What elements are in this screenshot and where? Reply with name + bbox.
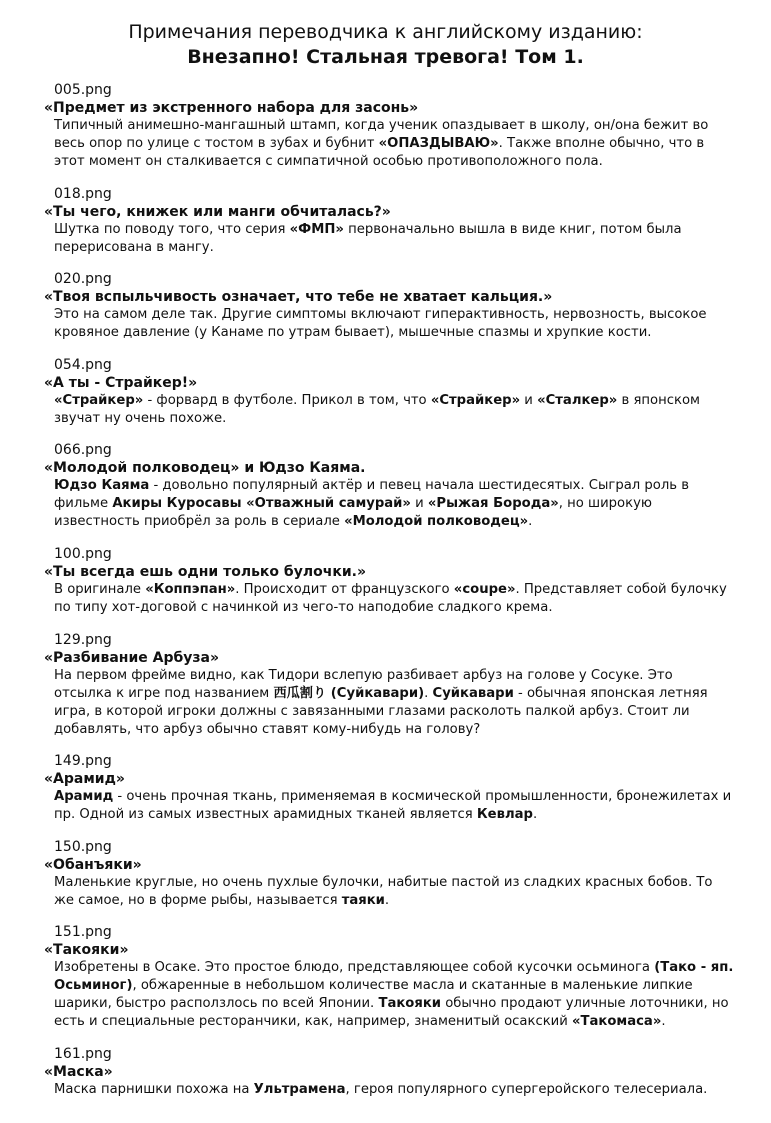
note-text: . Представляет собой булочку по типу хот-договой с начинкой из чего-то наподобие сладкого крема. [54,581,727,615]
note-body [44,1081,734,1099]
note-title: «Молодой полководец» и Юдзо Каяма. [44,460,366,477]
note-entry [44,839,734,910]
note-filename: 066.png [54,442,112,459]
note-title: «Ты чего, книжек или манги обчиталась?» [44,203,391,220]
note-emphasis: Суйкавари [432,685,514,701]
note-title: «Такояки» [44,942,129,959]
note-emphasis: «Молодой полководец» [344,514,529,530]
note-entry [44,271,734,342]
note-entry [44,753,734,824]
note-text: Это на самом деле так. Другие симптомы включают гиперактивность, нервозность, высокое кровяное давление (у Канаме по утрам бывает), мышечные спазмы и хрупкие кости. [54,307,707,341]
note-filename: 005.png [54,82,112,98]
note-body [44,581,734,617]
note-title: «А ты - Страйкер!» [44,374,198,391]
note-filename: 018.png [54,185,112,202]
note-emphasis: «Страйкер» [430,392,521,408]
note-emphasis: (Тако - яп. Осьминог) [54,960,734,994]
note-text: . Также вполне обычно, что в этот момент он сталкивается с симпатичной особью противоположного пола. [54,136,705,169]
note-text: . [661,1014,666,1030]
note-emphasis: 西瓜割り (Суйкавари) [273,685,425,701]
note-body [44,667,734,739]
note-text: . Происходит от французского [235,581,454,597]
note-emphasis: «coupe» [453,581,516,597]
note-entry [44,357,734,428]
note-filename: 149.png [54,753,112,770]
note-emphasis: «Такомаса» [572,1014,662,1030]
note-text: , но широкую известность приобрёл за роль в сериале [54,496,652,530]
note-text: Маска парнишки похожа на [54,1081,254,1097]
document-header [0,0,771,70]
note-text: Шутка по поводу того, что серия [54,221,290,237]
note-body [44,306,734,342]
note-text: , героя популярного супергеройского телесериала. [345,1081,708,1097]
note-filename: 054.png [54,356,112,373]
note-text: Типичный анимешно-мангашный штамп, когда ученик опаздывает в школу, он/она бежит во весь опор по улице с тостом в зубах и бубнит [54,118,709,151]
note-text: - очень прочная ткань, применяемая в космической промышленности, бронежилетах и пр. Одной из самых известных арамидных тканей является [54,789,732,823]
note-emphasis: «Коппэпан» [145,581,236,597]
note-entry [44,442,734,531]
note-title: «Твоя вспыльчивость означает, что тебе не хватает кальция.» [44,289,553,306]
note-text: - форвард в футболе. Прикол в том, что [143,392,431,408]
note-emphasis: «Сталкер» [537,392,618,408]
note-filename: 161.png [54,1045,112,1062]
note-text: . [384,892,390,908]
note-emphasis: Такояки [378,996,442,1012]
notes-list [44,82,734,1099]
header-subtitle: Примечания переводчика к английскому изданию: [128,21,643,43]
note-title: «Маска» [44,1063,113,1080]
note-emphasis: Кевлар [476,807,533,823]
note-text: . [424,685,433,701]
note-title: «Предмет из экстренного набора для засонь» [44,100,419,116]
note-filename: 151.png [54,924,112,941]
note-body [44,477,734,531]
note-filename: 150.png [54,838,112,855]
note-text: В оригинале [54,581,146,597]
note-entry [44,186,734,257]
note-text: Маленькие круглые, но очень пухлые булочки, набитые пастой из сладких красных бобов. То же самое, но в форме рыбы, называется [54,874,713,908]
header-title: Внезапно! Стальная тревога! Том 1. [187,46,584,68]
note-emphasis: «Рыжая Борода» [427,496,559,512]
note-entry [44,82,734,171]
note-text: Изобретены в Осаке. Это простое блюдо, представляющее собой кусочки осьминога [54,960,655,976]
note-emphasis: таяки [341,892,385,908]
note-text: , обжаренные в небольшом количестве масла и скатанные в маленькие липкие шарики, быстро расползлось по всей Японии. [54,978,693,1012]
note-text: и [520,392,538,408]
note-emphasis: Акиры Куросавы «Отважный самурай» [112,496,411,512]
note-text: обычно продают уличные лоточники, но есть и специальные ресторанчики, как, например, знаменитый осакский [54,996,729,1030]
note-text: . [532,807,538,823]
note-filename: 020.png [54,271,112,288]
note-title: «Арамид» [44,771,125,788]
note-entry [44,632,734,739]
note-text: На первом фрейме видно, как Тидори вслепую разбивает арбуз на голове у Сосуке. Это отсылка к игре под названием [54,667,673,701]
note-body [44,221,734,257]
note-emphasis: Арамид [54,789,114,805]
note-emphasis: «ОПАЗДЫВАЮ» [378,136,499,151]
note-title: «Обанъяки» [44,856,142,873]
note-body [44,959,734,1031]
note-text: первоначально вышла в виде книг, потом была перерисована в мангу. [54,221,682,255]
note-title: «Разбивание Арбуза» [44,649,220,666]
note-entry [44,924,734,1031]
note-body [44,874,734,910]
note-filename: 100.png [54,545,112,562]
note-text: в японском звучат ну очень похоже. [54,392,700,426]
note-emphasis: «Страйкер» [54,392,144,408]
note-text: . [528,514,533,530]
note-emphasis: «ФМП» [289,221,344,237]
note-entry [44,546,734,617]
note-text: - довольно популярный актёр и певец начала шестидесятых. Сыграл роль в фильме [54,478,690,512]
note-emphasis: Ультрамена [253,1081,346,1097]
note-filename: 129.png [54,631,112,648]
note-emphasis: Юдзо Каяма [54,478,150,494]
note-body [44,392,734,428]
note-body [44,117,734,171]
note-text: и [410,496,428,512]
note-text: - обычная японская летняя игра, в которой игроки должны с завязанными глазами расколоть палкой арбуз. Стоит ли добавлять, что арбуз обычно ставят кому-нибудь на голову? [54,685,708,737]
note-entry [44,1046,734,1099]
note-body [44,788,734,824]
note-title: «Ты всегда ешь одни только булочки.» [44,563,366,580]
